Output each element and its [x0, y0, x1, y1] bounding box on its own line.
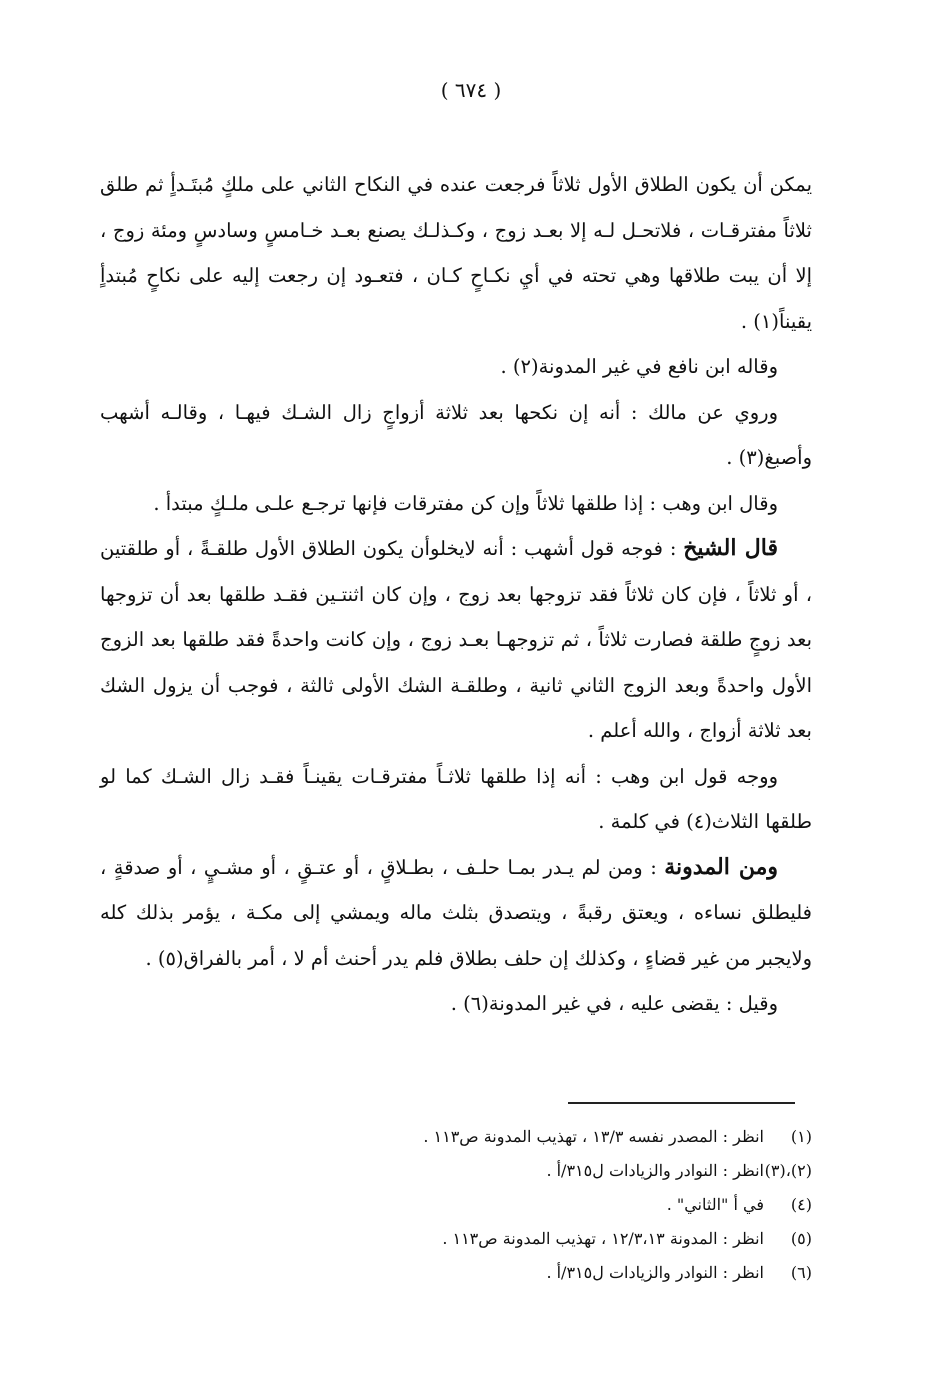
section-label: ومن المدونة	[664, 853, 778, 880]
footnote	[100, 1120, 812, 1154]
paragraph-text: ووجه قول ابن وهب : أنه إذا طلقها ثلاثـاً مفترقـات يقينـاً فقـد زال الشـك كما لو طلقها الثلاث(٤) في كلمة .	[100, 764, 812, 833]
section-label: قال الشيخ	[683, 535, 778, 561]
paragraph-text: يمكن أن يكون الطلاق الأول ثلاثاً فرجعت عنده في النكاح الثاني على ملكٍ مُبتَـدأٍ ثم طلق ثلاثاً مفترقـات ، فلاتحـل لـه إلا بعـد زوج ، وكـذلـك يصنع بعـد خـامسٍ وسادسٍ ومئة زوج ، إلا أن يبت طلاقها وهي تحته في أيِ نكـاحٍ كـان ، فتعـود إن رجعت إليه على نكاحٍ مُبتدأٍ يقيناً(١) .	[100, 173, 812, 333]
footnote-number: (٥)	[790, 1229, 812, 1248]
paragraph-text: وروي عن مالك : أنه إن نكحها بعد ثلاثة أزواجٍ زال الشـك فيهـا ، وقالـه أشهب وأصبغ(٣) .	[100, 400, 812, 469]
paragraph-text: : فوجه قول أشهب : أنه لايخلوأن يكون الطلاق الأول طلقـةً ، أو طلقتين ، أو ثلاثاً ، فإن كان ثلاثاً فقد تزوجها بعد زوج ، وإن كان اثنتـين فقـد طلقها بعد أن تزوجها بعد زوجٍ طلقة فصارت ثلاثاً ، ثم تزوجهـا بعـد زوج ، وإن كانت واحدةً فقد طلقها بعد الزوج الأول واحدةً وبعد الزوج الثاني ثانية ، وطلقـة الشك الأولى ثالثة ، فوجب أن يزول الشك بعد ثلاثة أزواج ، والله أعلم .	[100, 537, 812, 742]
footnote	[100, 1154, 812, 1188]
paragraph-text: وقاله ابن نافع في غير المدونة(٢) .	[500, 355, 778, 378]
paragraph	[100, 390, 812, 481]
paragraph	[100, 981, 812, 1027]
paragraph	[100, 344, 812, 390]
paragraph	[100, 162, 812, 344]
page-number: ( ٦٧٤ )	[440, 78, 502, 102]
paragraph-text: وقال ابن وهب : إذا طلقها ثلاثاً وإن كن مفترقات فإنها ترجـع علـى ملـكٍ مبتدأ .	[153, 491, 778, 515]
footnote-number: (١)	[790, 1127, 812, 1146]
paragraph	[100, 526, 812, 754]
paragraph	[100, 754, 812, 845]
footnotes	[100, 1120, 812, 1290]
footnote-text: انظر : المدونة ١٢/٣،١٣ ، تهذيب المدونة ص١١٣ .	[442, 1229, 764, 1248]
footnote	[100, 1188, 812, 1222]
footnote	[100, 1222, 812, 1256]
paragraph	[100, 481, 812, 527]
paragraph-text: : ومن لم يـدر بمـا حلـف ، بطـلاقٍ ، أو عتـقٍ ، أو مشـيٍ ، أو صدقةٍ ، فليطلق نساءه ، ويعتق رقبةً ، ويتصدق بثلث ماله ويمشي إلى مكـة ، يؤمر بذلك كله ولايجبر من غير قضاءٍ ، وكذلك إن حلف بطلاق فلم يدر أحنث أم لا ، أمر بالفراق(٥) .	[100, 855, 812, 970]
footnote-number: (٢)،(٣)	[764, 1161, 812, 1180]
footnote	[100, 1256, 812, 1290]
footnote-number: (٤)	[790, 1195, 812, 1214]
footnote-text: في أ "الثاني" .	[666, 1195, 764, 1214]
footnote-text: انظر : النوادر والزيادات ل٣١٥/أ .	[546, 1263, 764, 1282]
main-text	[100, 162, 812, 1027]
footnote-text: انظر : النوادر والزيادات ل٣١٥/أ .	[546, 1161, 764, 1180]
paragraph	[100, 845, 812, 982]
paragraph-text: وقيل : يقضى عليه ، في غير المدونة(٦) .	[450, 992, 778, 1015]
footnote-number: (٦)	[790, 1263, 812, 1282]
footnote-divider	[568, 1102, 795, 1104]
footnote-text: انظر : المصدر نفسه ١٣/٣ ، تهذيب المدونة ص١١٣ .	[423, 1127, 764, 1146]
